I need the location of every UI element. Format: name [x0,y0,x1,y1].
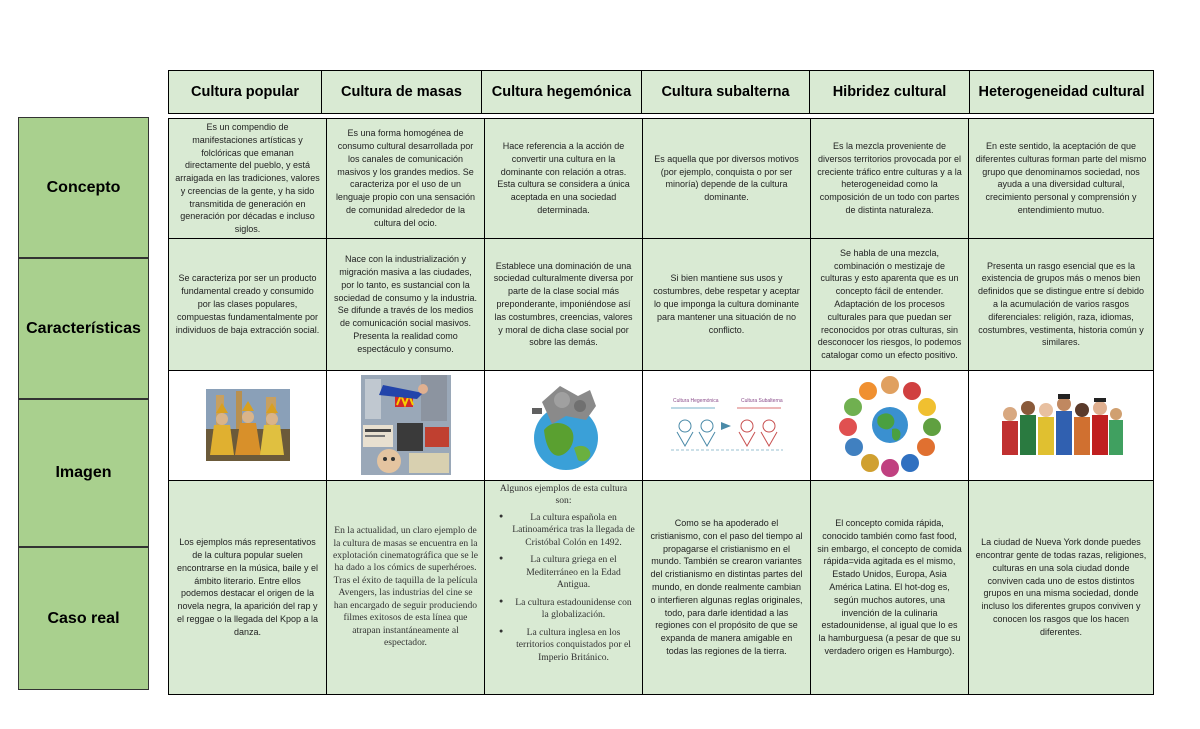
row-caso-real [169,480,1154,694]
row-label-concepto-text: Concepto [46,178,121,196]
concepto-cell: Es una forma homogénea de consumo cultural desarrollada por los canales de comunicación masivos y los grandes medios. Se caracteriza por el uso de un lenguaje propio con una sensación de comunidad alrededor de la cultura del ocio. [327,119,485,239]
caracteristicas-cell: Presenta un rasgo esencial que es la existencia de grupos más o menos bien definidos que se distingue entre sí debido a la acumulación de varios rasgos diferenciales: religión, raza, idiomas, costumbres, vestimenta, historia común y similares. [969,238,1154,370]
concepto-cell: En este sentido, la aceptación de que diferentes culturas forman parte del mismo grupo que denominamos sociedad, nos ayuda a una diversidad cultural, crecimiento personal y comprensión y entendimiento mutuo. [969,119,1154,239]
caso-real-cell: La ciudad de Nueva York donde puedes encontrar gente de todas razas, religiones, culturas en una sola ciudad donde conviven cada uno de estos distintos grupos en una misma sociedad, donde incluso los diferentes grupos conviven y conocen los rasgos que los hacen diferentes. [969,480,1154,694]
row-label-caracteristicas-text: Características [26,319,141,337]
list-item: ● La cultura española en Latinoamérica tras la llegada de Cristóbal Colón en 1492. [511,512,636,549]
caracteristicas-cell: Nace con la industrialización y migración masiva a las ciudades, por lo tanto, es sustancial con la sociedad de consumo y la industria. Se difunde a través de los medios de comunicación social masivos. Presenta la realidad como espectáculo y consumo. [327,238,485,370]
row-caracteristicas [169,238,1154,370]
hegemonica-examples-list [491,512,636,664]
row-imagen [169,370,1154,480]
header-cultura-hegemonica: Cultura hegemónica [482,71,642,114]
header-hibridez-cultural: Hibridez cultural [810,71,970,114]
list-item: ● La cultura inglesa en los territorios conquistados por el Imperio Británico. [511,627,636,664]
concepto-cell: Es un compendio de manifestaciones artísticas y folclóricas que emanan directamente del pueblo, y está arraigada en las tradiciones, valores y creencias de la gente, y ha sido transmitida de generación en generación por décadas e incluso siglos. [169,119,327,239]
caso-real-cell: Los ejemplos más representativos de la cultura popular suelen encontrarse en la música, baile y el ámbito literario. Entre ellos podemos destacar el origen de la novela negra, la aparición del rap y el reggae o la llegada del Kpop a la danza. [169,480,327,694]
row-label-caracteristicas [18,258,149,399]
caracteristicas-cell: Se caracteriza por ser un producto fundamental creado y consumido por las clases populares, compuestas fundamentalmente por individuos de baja extracción social. [169,238,327,370]
globe-domination-image [522,378,606,472]
comparison-table [168,118,1154,695]
header-heterogeneidad-cultural: Heterogeneidad cultural [970,71,1154,114]
imagen-cell-hibridez [811,370,969,480]
caso-real-cell: Como se ha apoderado el cristianismo, con el paso del tiempo al propagarse el cristianismo en el mundo. También se crearon variantes del cristianismo en distintas partes del mundo, en donde realmente cambian o interfieren algunas reglas originales, todo, para darle identidad a las regiones con el propósito de que se expanda de manera amigable en todas las regiones de la tierra. [643,480,811,694]
row-label-caso-real [18,547,149,690]
row-label-concepto [18,117,149,258]
row-label-imagen [18,399,149,547]
column-headers [168,70,1154,114]
label-cultura-hegemonica: Cultura Hegemónica [672,398,719,405]
list-item: ● La cultura griega en el Mediterráneo en la Edad Antigua. [511,554,636,591]
caracteristicas-cell: Establece una dominación de una sociedad culturalmente diversa por parte de la clase social más preponderante, imponiéndose así las costumbres, creencias, valores y moral de dicha clase social por sobre las demás. [485,238,643,370]
imagen-cell-subalterna [643,370,811,480]
caso-real-cell-hegemonica [485,480,643,694]
caracteristicas-cell: Se habla de una mezcla, combinación o mestizaje de culturas y esto aparenta que es un concepto fácil de entender. Adaptación de los procesos culturales para que puedan ser reconocidos por otras culturas, sin desconocer los riesgos, lo podemos catalogar como un efecto positivo. [811,238,969,370]
diverse-people-group-image [996,388,1126,462]
world-faces-ring-image [834,371,946,479]
popular-dancers-image [206,389,290,461]
mass-culture-collage-image [361,375,451,475]
imagen-cell-heterogeneidad [969,370,1154,480]
caracteristicas-cell: Si bien mantiene sus usos y costumbres, debe respetar y aceptar lo que imponga la cultura dominante para mantener una situación de no conflicto. [643,238,811,370]
concepto-cell: Es la mezcla proveniente de diversos territorios provocada por el creciente tráfico entre culturas y a la heterogeneidad como la composición de un todo con partes de distinta naturaleza. [811,119,969,239]
label-cultura-subalterna: Cultura Subalterna [740,398,783,405]
imagen-cell-masas [327,370,485,480]
concepto-cell: Es aquella que por diversos motivos (por ejemplo, conquista o por ser minoría) depende de la cultura dominante. [643,119,811,239]
header-cultura-de-masas: Cultura de masas [322,71,482,114]
caso-real-cell: El concepto comida rápida, conocido también como fast food, sin embargo, el concepto de comida rápida=vida agitada es el mismo, Estado Unidos, Europa, Asia América Latina. El hot-dog es, según muchos autores, una invención de la culinaria estadounidense, al igual que lo es la hamburguesa (a pesar de que su verdadero origen es Hamburgo). [811,480,969,694]
imagen-cell-popular [169,370,327,480]
list-item: ● La cultura estadounidense con la globalización. [511,597,636,622]
concepto-cell: Hace referencia a la acción de convertir una cultura en la dominante con relación a otras. Esta cultura se considera a única aceptada en una sociedad determinada. [485,119,643,239]
hegemonic-vs-subaltern-diagram [667,392,787,458]
caso-real-cell: En la actualidad, un claro ejemplo de la cultura de masas se encuentra en la explotación cinematográfica que se le ha dado a los cómics de superhéroes. Tras el éxito de taquilla de la película Avengers, las industrias del cine se han encargado de seguir produciendo filmes exitosos de esta línea que atrapan instantáneamente al espectador. [327,480,485,694]
imagen-cell-hegemonica [485,370,643,480]
header-cultura-subalterna: Cultura subalterna [642,71,810,114]
row-concepto [169,119,1154,239]
row-label-imagen-text: Imagen [55,464,112,481]
row-label-caso-real-text: Caso real [47,609,120,627]
header-cultura-popular: Cultura popular [169,71,322,114]
hegemonica-examples-intro: Algunos ejemplos de esta cultura son: [499,482,628,507]
